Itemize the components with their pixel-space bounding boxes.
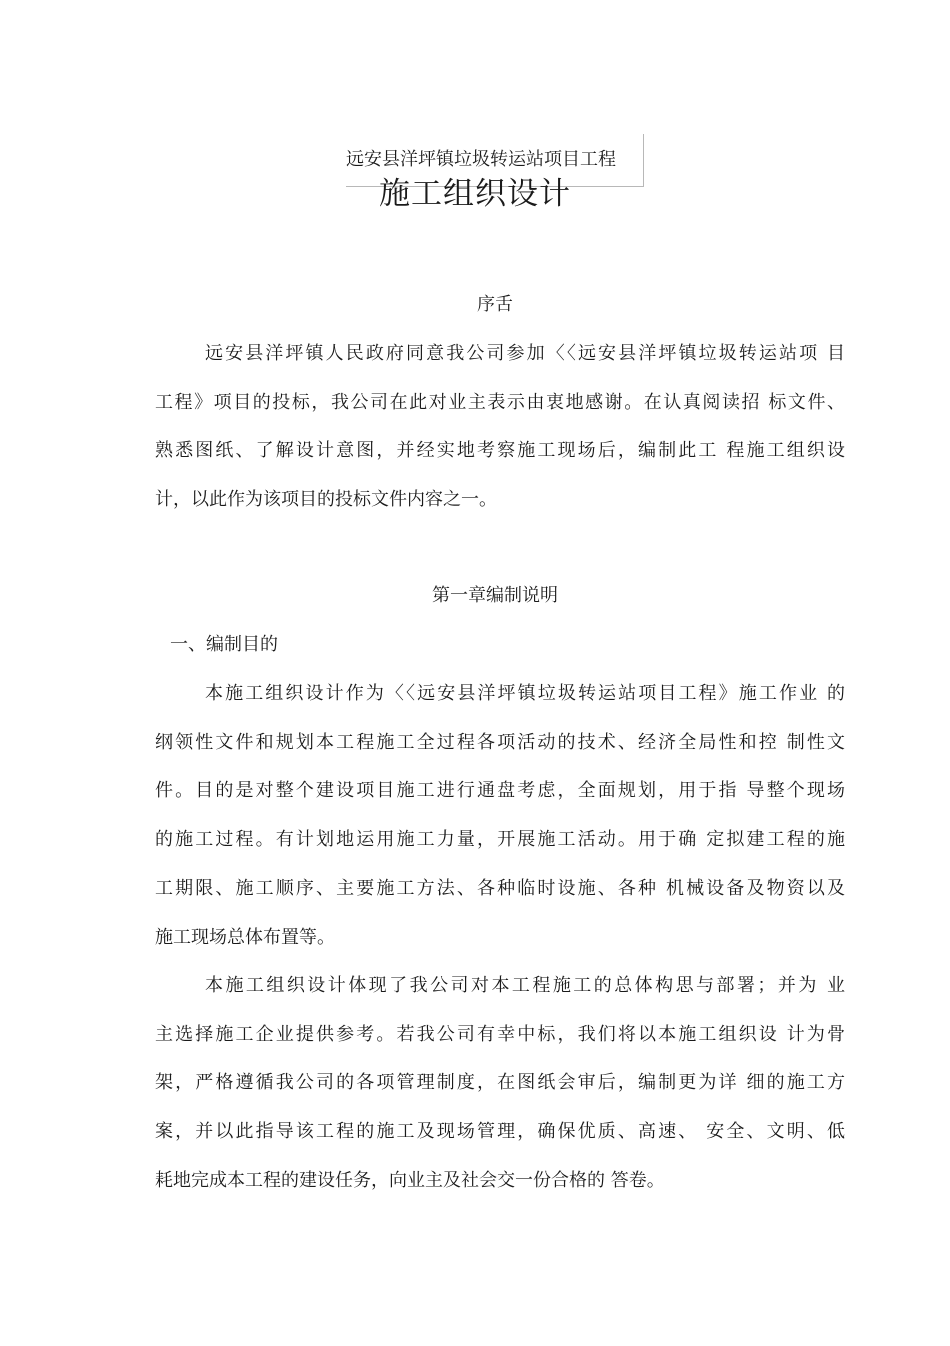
section-heading: 一、编制目的 <box>170 634 278 655</box>
paragraph-line: 本施工组织设计作为〈〈远安县洋坪镇垃圾转运站项目工程》施工作业 的 <box>205 683 845 704</box>
preface-heading: 序舌 <box>477 294 513 315</box>
chapter-heading: 第一章编制说明 <box>432 585 558 606</box>
paragraph-line: 本施工组织设计体现了我公司对本工程施工的总体构思与部署；并为 业 <box>205 975 845 996</box>
paragraph-line: 主选择施工企业提供参考。若我公司有幸中标，我们将以本施工组织设 计为骨 <box>155 1023 845 1045</box>
document-title: 施工组织设计 <box>379 176 571 212</box>
paragraph-line: 耗地完成本工程的建设任务，向业主及社会交一份合格的 答卷。 <box>155 1169 665 1191</box>
paragraph-line: 工期限、施工顺序、主要施工方法、各种临时设施、各种 机械设备及物资以及 <box>155 877 845 899</box>
project-subtitle: 远安县洋坪镇垃圾转运站项目工程 <box>346 149 616 170</box>
paragraph-line: 远安县洋坪镇人民政府同意我公司参加〈〈远安县洋坪镇垃圾转运站项 目 <box>205 343 845 364</box>
preface-paragraph <box>155 330 845 525</box>
paragraph-line: 工程》项目的投标，我公司在此对业主表示由衷地感谢。在认真阅读招 标文件、 <box>155 391 845 413</box>
paragraph-line: 纲领性文件和规划本工程施工全过程各项活动的技术、经济全局性和控 制性文 <box>155 731 845 753</box>
paragraph-line: 计，以此作为该项目的投标文件内容之一。 <box>155 489 497 511</box>
paragraph-line: 件。目的是对整个建设项目施工进行通盘考虑，全面规划，用于指 导整个现场 <box>155 780 845 802</box>
paragraph-line: 的施工过程。有计划地运用施工力量，开展施工活动。用于确 定拟建工程的施 <box>155 829 845 851</box>
paragraph-line: 案，并以此指导该工程的施工及现场管理，确保优质、高速、 安全、文明、低 <box>155 1121 845 1143</box>
paragraph-line: 施工现场总体布置等。 <box>155 926 335 948</box>
paragraph-line: 架，严格遵循我公司的各项管理制度，在图纸会审后，编制更为详 细的施工方 <box>155 1072 845 1094</box>
paragraph-line: 熟悉图纸、了解设计意图，并经实地考察施工现场后，编制此工 程施工组织设 <box>155 440 845 462</box>
purpose-paragraph-1 <box>155 670 845 962</box>
purpose-paragraph-2 <box>155 962 845 1206</box>
